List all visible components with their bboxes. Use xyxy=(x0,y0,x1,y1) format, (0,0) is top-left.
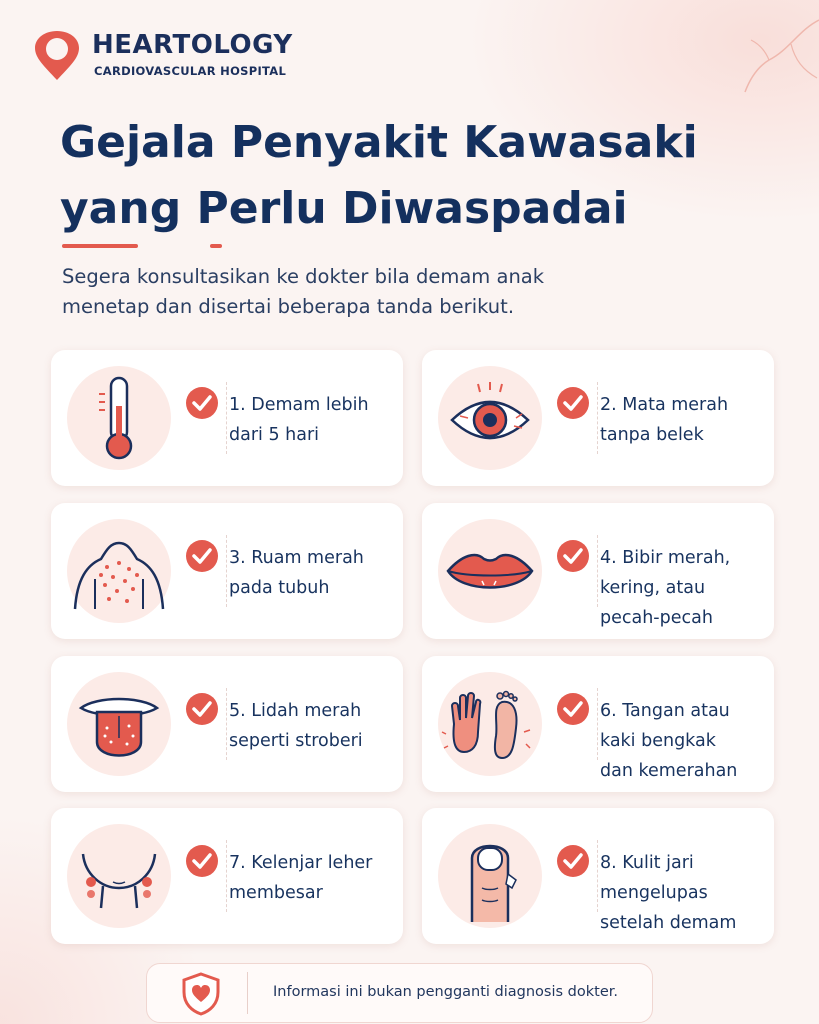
lips-icon xyxy=(438,519,542,623)
check-icon xyxy=(185,539,219,573)
symptom-card-1 xyxy=(51,350,403,486)
symptom-label xyxy=(229,848,399,908)
label-line: tanpa belek xyxy=(600,425,704,445)
symptom-label xyxy=(600,696,770,786)
brand-subtitle: CARDIOVASCULAR HOSPITAL xyxy=(94,64,287,78)
label-line: 4. Bibir merah, xyxy=(600,548,731,568)
icon-circle xyxy=(438,824,542,928)
footer-divider xyxy=(247,972,248,1014)
card-divider xyxy=(226,535,227,607)
check-icon xyxy=(185,844,219,878)
label-line: mengelupas xyxy=(600,883,708,903)
heartology-logo-icon xyxy=(30,28,84,82)
check-icon xyxy=(556,386,590,420)
page-title xyxy=(60,110,800,242)
icon-circle xyxy=(438,519,542,623)
card-divider xyxy=(226,382,227,454)
label-line: dan kemerahan xyxy=(600,761,738,781)
brand-name: HEARTOLOGY xyxy=(92,30,293,60)
tongue-icon xyxy=(67,672,171,776)
body-rash-icon xyxy=(67,519,171,623)
label-line: 2. Mata merah xyxy=(600,395,729,415)
title-line-2: yang Perlu Diwaspadai xyxy=(60,183,628,234)
peeling-finger-icon xyxy=(438,824,542,928)
label-line: 6. Tangan atau xyxy=(600,701,730,721)
disclaimer-banner xyxy=(146,963,653,1023)
card-divider xyxy=(597,840,598,912)
card-divider xyxy=(597,688,598,760)
icon-circle xyxy=(67,672,171,776)
red-eye-icon xyxy=(438,366,542,470)
check-icon xyxy=(556,844,590,878)
label-line: seperti stroberi xyxy=(229,731,363,751)
symptom-card-2 xyxy=(422,350,774,486)
symptom-label xyxy=(600,390,770,450)
card-divider xyxy=(597,535,598,607)
symptom-label xyxy=(600,848,770,938)
symptom-label xyxy=(229,696,399,756)
icon-circle xyxy=(438,672,542,776)
check-icon xyxy=(556,692,590,726)
symptom-card-6 xyxy=(422,656,774,792)
icon-circle xyxy=(67,824,171,928)
check-icon xyxy=(185,692,219,726)
label-line: 3. Ruam merah xyxy=(229,548,364,568)
card-divider xyxy=(226,688,227,760)
card-divider xyxy=(226,840,227,912)
check-icon xyxy=(185,386,219,420)
neck-gland-icon xyxy=(67,824,171,928)
icon-circle xyxy=(67,519,171,623)
disclaimer-text: Informasi ini bukan pengganti diagnosis dokter. xyxy=(273,984,618,1000)
symptom-card-3 xyxy=(51,503,403,639)
label-line: kering, atau xyxy=(600,578,706,598)
label-line: 1. Demam lebih xyxy=(229,395,369,415)
label-line: pecah-pecah xyxy=(600,608,713,628)
label-line: setelah demam xyxy=(600,913,737,933)
card-divider xyxy=(597,382,598,454)
subtitle-line-1: Segera konsultasikan ke dokter bila demam anak xyxy=(62,265,545,288)
thermometer-icon xyxy=(67,366,171,470)
hand-foot-icon xyxy=(438,672,542,776)
label-line: 8. Kulit jari xyxy=(600,853,694,873)
subtitle-line-2: menetap dan disertai beberapa tanda berikut. xyxy=(62,295,515,318)
symptom-card-7 xyxy=(51,808,403,944)
decorative-vein-icon xyxy=(699,0,819,110)
label-line: membesar xyxy=(229,883,323,903)
symptom-label xyxy=(229,543,399,603)
label-line: dari 5 hari xyxy=(229,425,320,445)
label-line: pada tubuh xyxy=(229,578,330,598)
symptom-card-5 xyxy=(51,656,403,792)
heart-shield-icon xyxy=(181,972,221,1016)
symptom-card-4 xyxy=(422,503,774,639)
label-line: kaki bengkak xyxy=(600,731,716,751)
symptom-card-8 xyxy=(422,808,774,944)
symptom-label xyxy=(600,543,770,633)
page-subtitle xyxy=(62,262,702,322)
title-line-1: Gejala Penyakit Kawasaki xyxy=(60,117,698,168)
check-icon xyxy=(556,539,590,573)
icon-circle xyxy=(67,366,171,470)
label-line: 5. Lidah merah xyxy=(229,701,362,721)
icon-circle xyxy=(438,366,542,470)
label-line: 7. Kelenjar leher xyxy=(229,853,373,873)
symptom-label xyxy=(229,390,399,450)
